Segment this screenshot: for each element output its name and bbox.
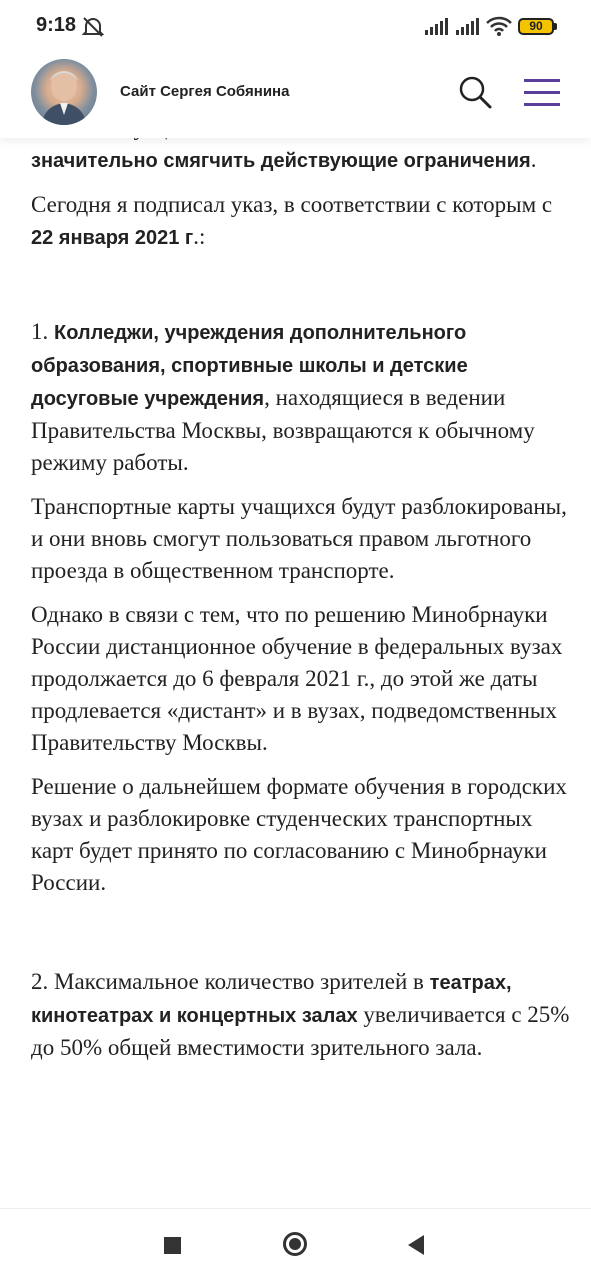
spacer (31, 266, 571, 316)
status-time: 9:18 (36, 14, 77, 36)
battery-icon: 90 (518, 18, 554, 35)
system-nav-bar (0, 1208, 591, 1280)
status-bar (0, 0, 591, 52)
paragraph-future-decision: Решение о дальнейшем формате обучения в городских вузах и разблокировке студенческих транспортных карт будет принято по согласованию с Минобрнауки России. (31, 774, 567, 895)
site-title[interactable]: Сайт Сергея Собянина (120, 83, 290, 100)
paragraph-decree: Сегодня я подписал указ, в соответствии с которым с 22 января 2021 г.: (31, 192, 553, 249)
home-icon[interactable] (283, 1232, 307, 1256)
article-body (31, 112, 571, 1076)
site-header (0, 52, 591, 138)
recents-icon[interactable] (164, 1237, 181, 1254)
paragraph-distance-learning: Однако в связи с тем, что по решению Минобрнауки России дистанционное обучение в федеральных вузах продолжается до 6 февраля 2021 г., до этой же даты продлевается «дистант» и в вузах, подведомственных Правительству Москвы. (31, 602, 563, 755)
spacer (31, 911, 571, 966)
paragraph-transport-cards: Транспортные карты учащихся будут разблокированы, и они вновь смогут пользоваться правом льготного проезда в общественном транспорте. (31, 494, 567, 583)
menu-icon[interactable] (522, 78, 562, 108)
dnd-off-icon (82, 16, 104, 38)
list-item-2: 2. Максимальное количество зрителей в театрах, кинотеатрах и концертных залах увеличивается с 25% до 50% общей вместимости зрительного зала. (31, 969, 570, 1060)
search-icon[interactable] (457, 74, 493, 110)
avatar[interactable] (31, 59, 97, 125)
paragraph-partial: значительно смягчить действующие ограничения. (31, 147, 537, 172)
list-item-1: 1. Колледжи, учреждения дополнительного образования, спортивные школы и детские досуговые учреждения, находящиеся в ведении Правительства Москвы, возвращаются к обычному режиму работы. (31, 319, 535, 475)
back-icon[interactable] (406, 1234, 426, 1256)
signal-icon (456, 18, 480, 35)
wifi-icon (486, 16, 512, 36)
signal-icon (425, 18, 449, 35)
